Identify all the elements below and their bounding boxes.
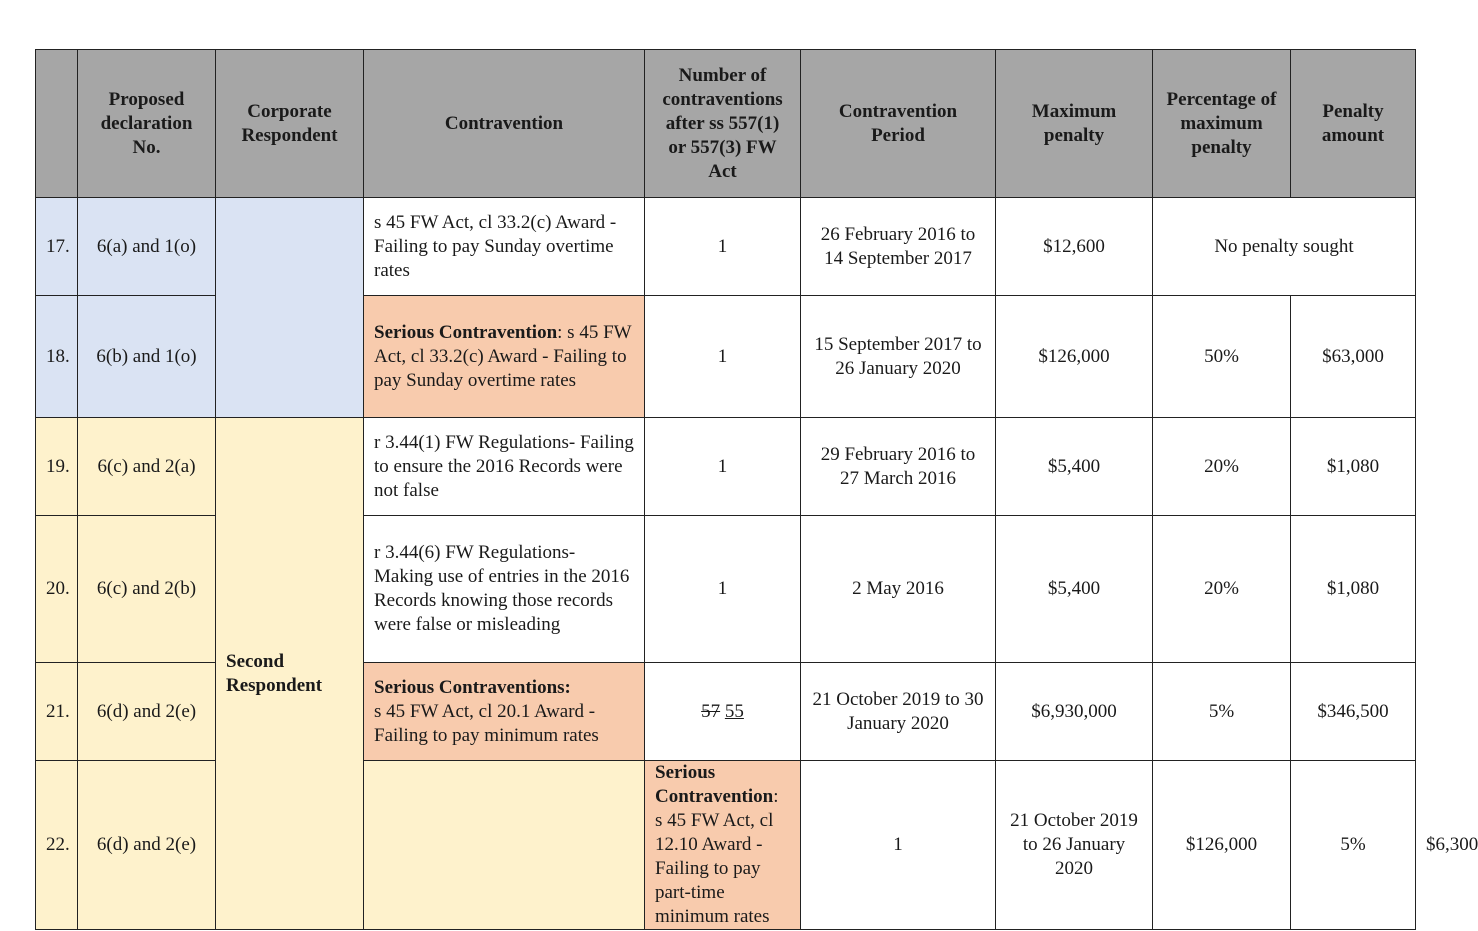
header-percentage: Percentage of maximum penalty — [1153, 50, 1291, 198]
number-cell — [645, 663, 801, 761]
declaration-cell: 6(d) and 2(e) — [78, 663, 216, 761]
number-cell: 1 — [645, 198, 801, 296]
percentage-cell: 50% — [1153, 296, 1291, 418]
contravention-text: r 3.44(6) FW Regulations- Making use of entries in the 2016 Records knowing those records were false or misleading — [374, 542, 630, 635]
maximum-cell: $126,000 — [1153, 761, 1291, 930]
second-respondent-cell-continued — [364, 761, 645, 930]
header-number: Number of contraventions after ss 557(1) or 557(3) FW Act — [645, 50, 801, 198]
row-number: 18. — [36, 296, 78, 418]
row-number: 19. — [36, 418, 78, 516]
period-cell: 2 May 2016 — [801, 516, 996, 663]
contravention-cell — [364, 198, 645, 296]
contravention-cell — [364, 516, 645, 663]
amount-cell: $63,000 — [1291, 296, 1416, 418]
header-blank — [36, 50, 78, 198]
maximum-cell: $5,400 — [996, 418, 1153, 516]
header-declaration: Proposed declaration No. — [78, 50, 216, 198]
percentage-cell: 20% — [1153, 516, 1291, 663]
first-respondent-cell — [216, 198, 364, 418]
amount-cell: $1,080 — [1291, 516, 1416, 663]
table-header-row — [36, 50, 1416, 198]
contravention-cell — [364, 663, 645, 761]
header-period: Contravention Period — [801, 50, 996, 198]
period-cell: 15 September 2017 to 26 January 2020 — [801, 296, 996, 418]
second-respondent-cell: Second Respondent — [216, 418, 364, 930]
contravention-cell — [364, 418, 645, 516]
row-number: 21. — [36, 663, 78, 761]
contravention-text: : s 45 FW Act, cl 33.2(c) Award - Failing to pay Sunday overtime rates — [374, 321, 632, 391]
no-penalty-cell: No penalty sought — [1153, 198, 1416, 296]
number-cell: 1 — [645, 296, 801, 418]
header-respondent: Corporate Respondent — [216, 50, 364, 198]
period-cell: 26 February 2016 to 14 September 2017 — [801, 198, 996, 296]
serious-label: Serious Contravention — [655, 762, 774, 807]
maximum-cell: $6,930,000 — [996, 663, 1153, 761]
percentage-cell: 5% — [1291, 761, 1416, 930]
contravention-text: r 3.44(1) FW Regulations- Failing to ensure the 2016 Records were not false — [374, 431, 634, 501]
period-cell: 21 October 2019 to 26 January 2020 — [996, 761, 1153, 930]
struck-number: 57 — [701, 700, 721, 722]
table-row — [36, 418, 1416, 516]
serious-label: Serious Contravention — [374, 321, 558, 343]
row-number: 20. — [36, 516, 78, 663]
header-maximum: Maximum penalty — [996, 50, 1153, 198]
number-cell: 1 — [801, 761, 996, 930]
amount-cell: $346,500 — [1291, 663, 1416, 761]
period-cell: 21 October 2019 to 30 January 2020 — [801, 663, 996, 761]
declaration-cell: 6(c) and 2(b) — [78, 516, 216, 663]
amended-number: 55 — [724, 700, 744, 722]
table-row — [36, 198, 1416, 296]
header-contravention: Contravention — [364, 50, 645, 198]
contravention-cell — [364, 296, 645, 418]
row-number: 22. — [36, 761, 78, 930]
amount-cell: $1,080 — [1291, 418, 1416, 516]
maximum-cell: $5,400 — [996, 516, 1153, 663]
table-row: 22. 6(d) and 2(e) Serious Contravention: s 45 FW Act, cl 12.10 Award - Failing to pay part-time minimum rates 1 21 October 2019 to 26 January 2020 $126,000 5% $6,300 — [36, 761, 1416, 930]
row-number: 17. — [36, 198, 78, 296]
maximum-cell: $126,000 — [996, 296, 1153, 418]
period-cell: 29 February 2016 to 27 March 2016 — [801, 418, 996, 516]
number-cell: 1 — [645, 418, 801, 516]
contravention-text: s 45 FW Act, cl 20.1 Award - Failing to pay minimum rates — [374, 700, 599, 746]
contravention-text: : s 45 FW Act, cl 12.10 Award - Failing to pay part-time minimum rates — [655, 786, 779, 927]
declaration-cell: 6(c) and 2(a) — [78, 418, 216, 516]
header-amount: Penalty amount — [1291, 50, 1416, 198]
contravention-text: s 45 FW Act, cl 33.2(c) Award - Failing to pay Sunday overtime rates — [374, 211, 617, 281]
declaration-cell: 6(d) and 2(e) — [78, 761, 216, 930]
number-cell: 1 — [645, 516, 801, 663]
declaration-cell: 6(a) and 1(o) — [78, 198, 216, 296]
contravention-cell — [645, 761, 801, 930]
maximum-cell: $12,600 — [996, 198, 1153, 296]
serious-label: Serious Contraventions: — [374, 676, 571, 698]
percentage-cell: 5% — [1153, 663, 1291, 761]
penalty-table — [35, 49, 1478, 930]
percentage-cell: 20% — [1153, 418, 1291, 516]
declaration-cell: 6(b) and 1(o) — [78, 296, 216, 418]
